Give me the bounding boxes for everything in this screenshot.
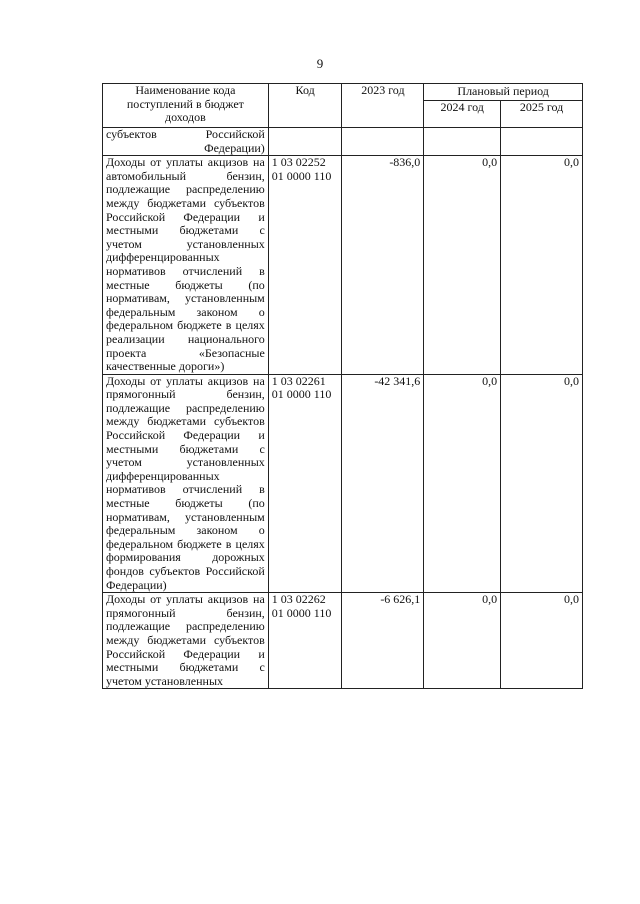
revenue-table <box>102 83 583 689</box>
continuation-2025 <box>501 128 583 156</box>
continuation-2024 <box>424 128 501 156</box>
row-code: 1 03 02261 01 0000 110 <box>268 374 342 593</box>
row-value-2023: -836,0 <box>342 156 424 375</box>
row-name: Доходы от уплаты акцизов на автомобильный бензин, подлежащие распределению между бюджетами субъектов Российской Федерации и местными бюджетами с учетом установленных дифференцированных нормативов отчислений в местные бюджеты (по нормативам, установленным федеральным законом о федеральном бюджете в целях реализации национального проекта «Безопасные качественные дороги») <box>103 156 269 375</box>
row-value-2023: -6 626,1 <box>342 593 424 689</box>
table-row-continuation <box>103 128 583 156</box>
row-name: Доходы от уплаты акцизов на прямогонный бензин, подлежащие распределению между бюджетами субъектов Российской Федерации и местными бюджетами с учетом установленных <box>103 593 269 689</box>
row-value-2024: 0,0 <box>424 593 501 689</box>
continuation-code <box>268 128 342 156</box>
header-planned-period: Плановый период <box>424 84 583 101</box>
row-value-2024: 0,0 <box>424 374 501 593</box>
row-name: Доходы от уплаты акцизов на прямогонный бензин, подлежащие распределению между бюджетами субъектов Российской Федерации и местными бюджетами с учетом установленных дифференцированных нормативов отчислений в местные бюджеты (по нормативам, установленным федеральным законом о федеральном бюджете в целях формирования дорожных фондов субъектов Российской Федерации) <box>103 374 269 593</box>
continuation-2023 <box>342 128 424 156</box>
header-2025: 2025 год <box>501 101 583 128</box>
row-value-2024: 0,0 <box>424 156 501 375</box>
table-row <box>103 156 583 375</box>
table-header-row <box>103 84 583 101</box>
continuation-name <box>103 128 269 156</box>
row-value-2025: 0,0 <box>501 593 583 689</box>
header-2024: 2024 год <box>424 101 501 128</box>
header-code: Код <box>268 84 342 128</box>
continuation-line2: Федерации) <box>204 140 265 155</box>
page-number: 9 <box>316 56 324 71</box>
row-code: 1 03 02262 01 0000 110 <box>268 593 342 689</box>
row-value-2025: 0,0 <box>501 156 583 375</box>
table-row <box>103 593 583 689</box>
continuation-line1: субъектов Российской <box>106 127 265 141</box>
row-value-2023: -42 341,6 <box>342 374 424 593</box>
table-row <box>103 374 583 593</box>
row-code: 1 03 02252 01 0000 110 <box>268 156 342 375</box>
row-value-2025: 0,0 <box>501 374 583 593</box>
header-2023: 2023 год <box>342 84 424 128</box>
header-name: Наименование кода поступлений в бюджет доходов <box>103 84 269 128</box>
